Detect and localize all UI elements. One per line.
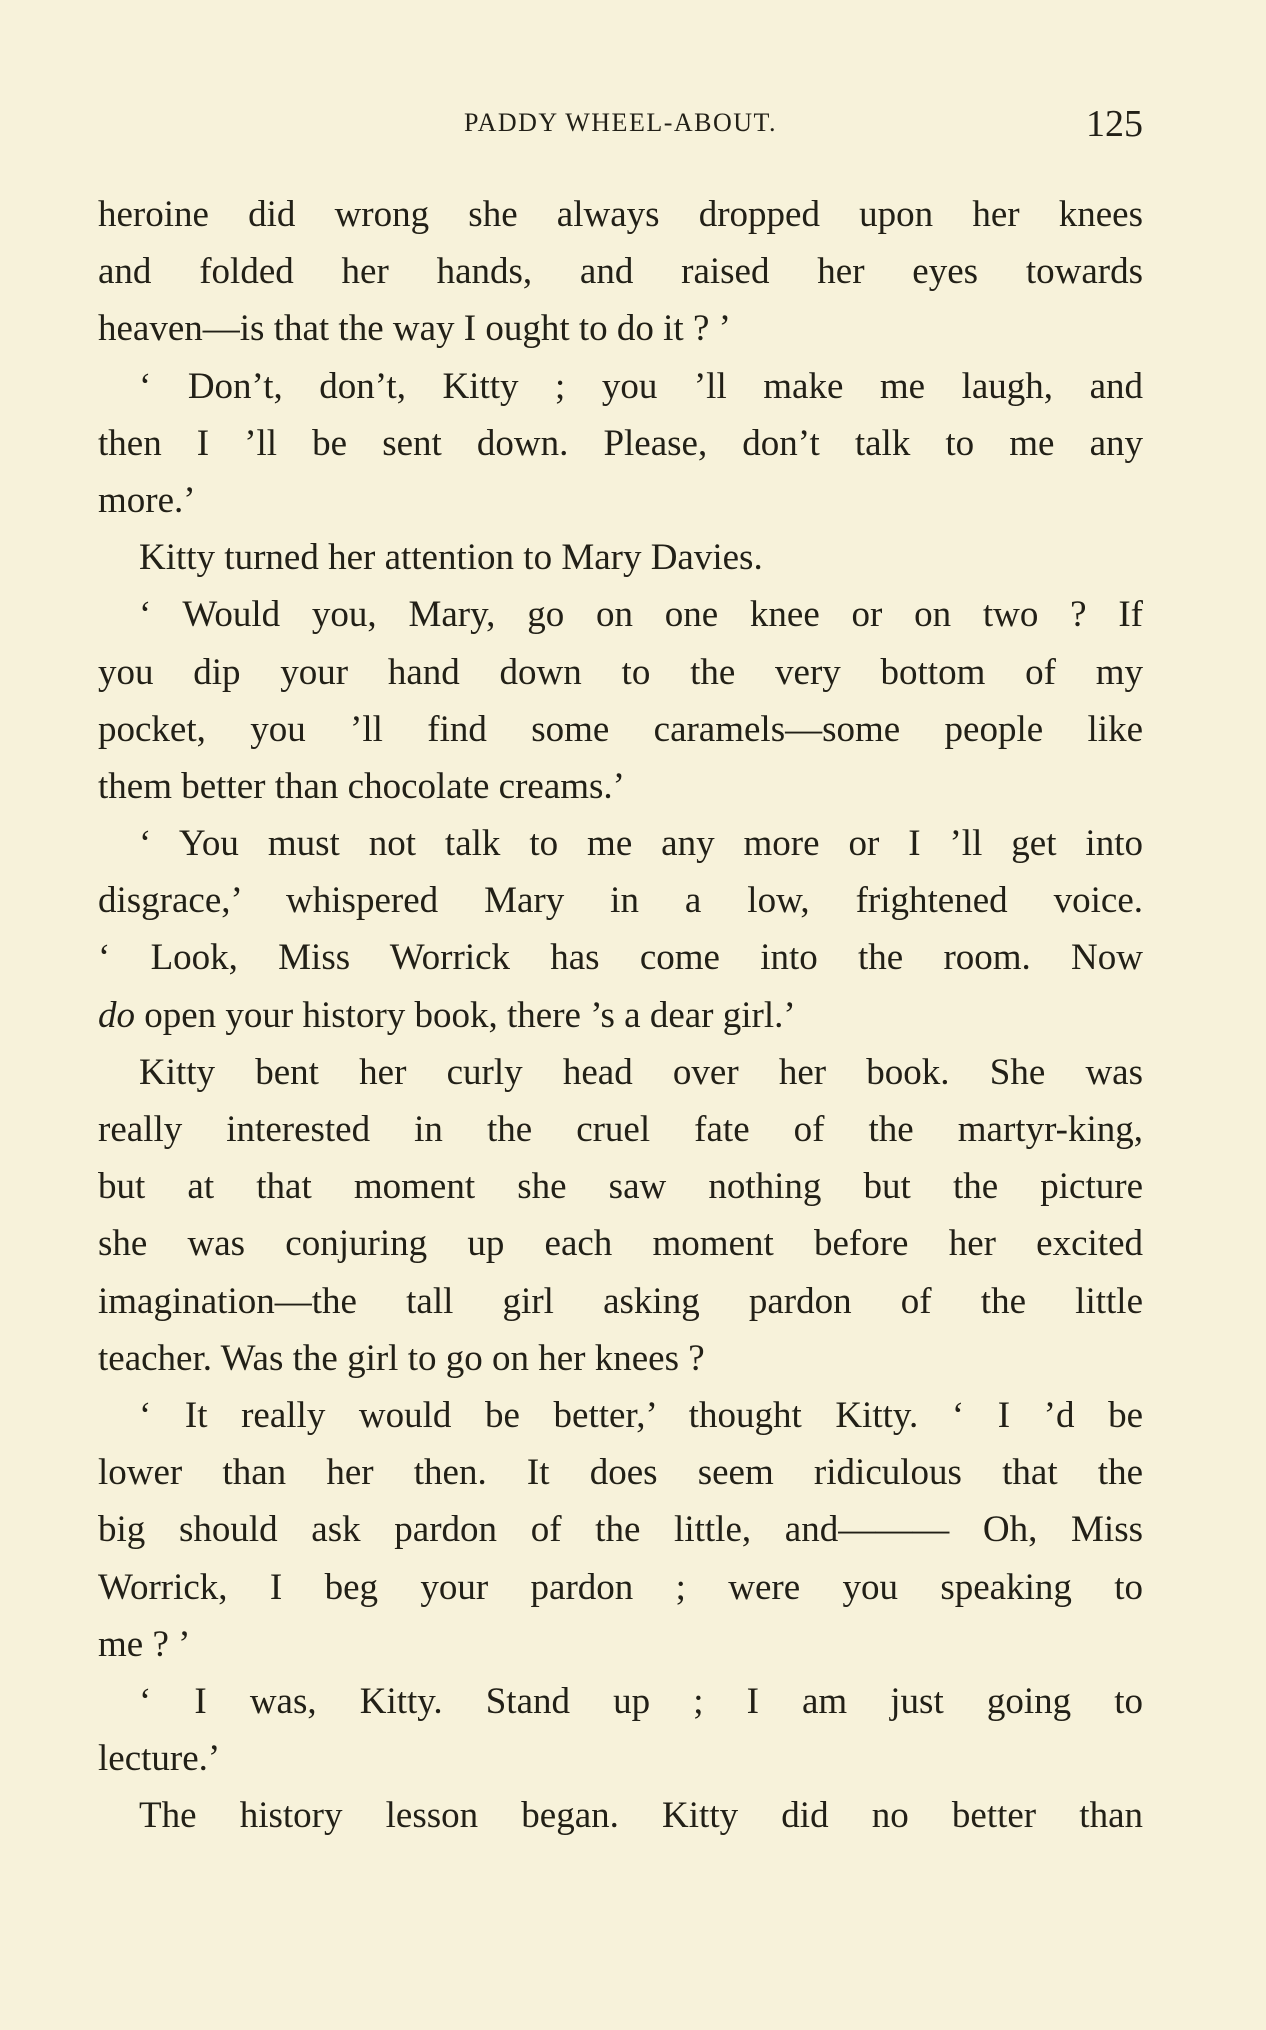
running-header bbox=[98, 103, 1143, 148]
text-line: ‘ Don’t, don’t, Kitty ; you ’ll make me laugh, and bbox=[139, 365, 1143, 407]
text-line: ‘ It really would be better,’ thought Kitty. ‘ I ’d be bbox=[139, 1394, 1143, 1436]
text-line: really interested in the cruel fate of the martyr-king, bbox=[98, 1109, 1143, 1150]
text-line: me ? ’ bbox=[98, 1623, 191, 1665]
text-line: Worrick, I beg your pardon ; were you speaking to bbox=[98, 1566, 1143, 1608]
page-number: 125 bbox=[1086, 103, 1143, 145]
text-line: big should ask pardon of the little, and——— Oh, Miss bbox=[98, 1509, 1143, 1551]
text-line: more.’ bbox=[98, 479, 196, 521]
text-line: Kitty turned her attention to Mary Davies. bbox=[139, 537, 763, 579]
text-line: lower than her then. It does seem ridiculous that the bbox=[98, 1452, 1143, 1494]
text-line: heroine did wrong she always dropped upon her knees bbox=[98, 194, 1143, 235]
text-line: ‘ I was, Kitty. Stand up ; I am just going to bbox=[139, 1680, 1143, 1722]
text-line: imagination—the tall girl asking pardon of the little bbox=[98, 1280, 1143, 1322]
text-line: and folded her hands, and raised her eyes towards bbox=[98, 251, 1143, 293]
italic-emphasis: do bbox=[98, 994, 135, 1036]
text-line: The history lesson began. Kitty did no better than bbox=[139, 1795, 1143, 1837]
text-line: disgrace,’ whispered Mary in a low, frightened voice. bbox=[98, 880, 1143, 922]
text-line: but at that moment she saw nothing but the picture bbox=[98, 1166, 1143, 1208]
text-line: Kitty bent her curly head over her book. She was bbox=[139, 1051, 1143, 1093]
text-line: ‘ You must not talk to me any more or I ’ll get into bbox=[139, 823, 1143, 865]
running-title: PADDY WHEEL-ABOUT. bbox=[464, 108, 777, 137]
text-line-rest: open your history book, there ’s a dear girl.’ bbox=[135, 994, 796, 1036]
text-line: lecture.’ bbox=[98, 1738, 221, 1780]
text-line: you dip your hand down to the very bottom of my bbox=[98, 651, 1143, 693]
text-line: teacher. Was the girl to go on her knees ? bbox=[98, 1337, 705, 1379]
text-line: them better than chocolate creams.’ bbox=[98, 765, 625, 807]
text-line bbox=[98, 987, 1143, 1044]
text-line: pocket, you ’ll find some caramels—some people like bbox=[98, 708, 1143, 750]
text-line: she was conjuring up each moment before her excited bbox=[98, 1223, 1143, 1265]
body-text bbox=[98, 186, 1143, 1844]
text-line: ‘ Look, Miss Worrick has come into the room. Now bbox=[98, 937, 1143, 979]
text-line: heaven—is that the way I ought to do it ? ’ bbox=[98, 308, 731, 350]
text-line: then I ’ll be sent down. Please, don’t talk to me any bbox=[98, 422, 1143, 464]
text-line: ‘ Would you, Mary, go on one knee or on two ? If bbox=[139, 594, 1143, 636]
